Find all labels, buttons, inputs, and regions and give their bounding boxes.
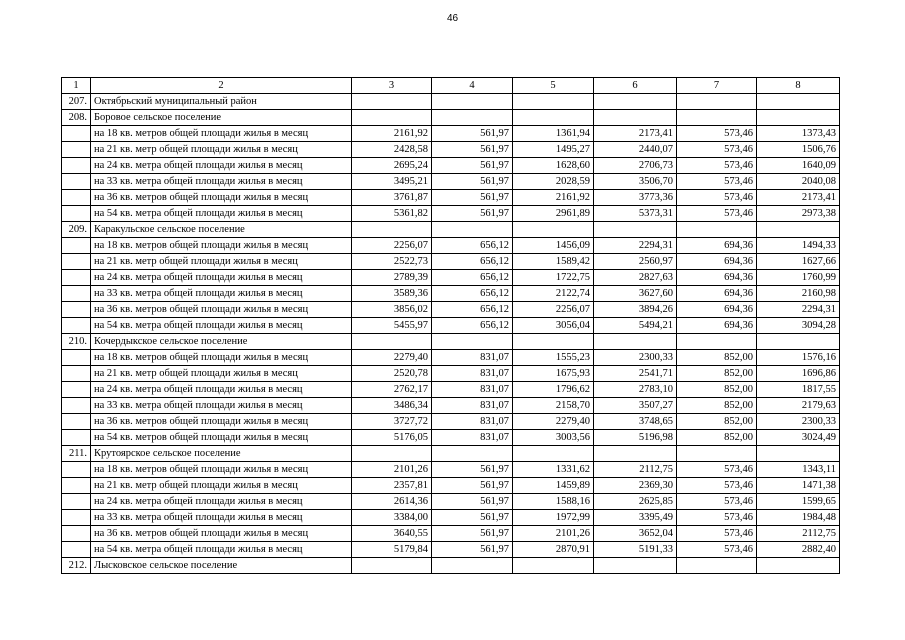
value-col-8: 3024,49 <box>757 430 840 446</box>
table-row <box>62 382 840 398</box>
value-col-8: 2040,08 <box>757 174 840 190</box>
value-col-5: 2158,70 <box>513 398 594 414</box>
empty-cell <box>513 222 594 238</box>
value-col-8: 2882,40 <box>757 542 840 558</box>
table-row <box>62 350 840 366</box>
value-col-5: 1972,99 <box>513 510 594 526</box>
value-col-4: 561,97 <box>432 526 513 542</box>
empty-number-cell <box>62 302 91 318</box>
value-col-4: 561,97 <box>432 510 513 526</box>
empty-cell <box>352 558 432 574</box>
value-col-6: 2173,41 <box>594 126 677 142</box>
empty-cell <box>352 334 432 350</box>
value-col-4: 561,97 <box>432 126 513 142</box>
empty-cell <box>677 558 757 574</box>
empty-number-cell <box>62 414 91 430</box>
row-label: на 33 кв. метра общей площади жилья в месяц <box>91 510 352 526</box>
value-col-5: 2279,40 <box>513 414 594 430</box>
column-number-5: 5 <box>513 78 594 94</box>
value-col-4: 831,07 <box>432 350 513 366</box>
value-col-8: 1599,65 <box>757 494 840 510</box>
section-name: Кочердыкское сельское поселение <box>91 334 352 350</box>
table-row <box>62 398 840 414</box>
value-col-4: 656,12 <box>432 254 513 270</box>
empty-number-cell <box>62 382 91 398</box>
value-col-7: 573,46 <box>677 542 757 558</box>
value-col-3: 3727,72 <box>352 414 432 430</box>
value-col-8: 2160,98 <box>757 286 840 302</box>
value-col-6: 3773,36 <box>594 190 677 206</box>
value-col-4: 656,12 <box>432 318 513 334</box>
value-col-5: 1675,93 <box>513 366 594 382</box>
value-col-3: 5179,84 <box>352 542 432 558</box>
row-label: на 36 кв. метров общей площади жилья в месяц <box>91 526 352 542</box>
value-col-7: 694,36 <box>677 270 757 286</box>
value-col-8: 1576,16 <box>757 350 840 366</box>
section-row <box>62 110 840 126</box>
value-col-4: 831,07 <box>432 398 513 414</box>
value-col-3: 2762,17 <box>352 382 432 398</box>
value-col-6: 5373,31 <box>594 206 677 222</box>
column-number-7: 7 <box>677 78 757 94</box>
row-label: на 24 кв. метра общей площади жилья в месяц <box>91 158 352 174</box>
value-col-3: 5455,97 <box>352 318 432 334</box>
empty-number-cell <box>62 142 91 158</box>
row-label: на 54 кв. метра общей площади жилья в месяц <box>91 318 352 334</box>
value-col-3: 2101,26 <box>352 462 432 478</box>
empty-cell <box>513 94 594 110</box>
value-col-5: 3003,56 <box>513 430 594 446</box>
value-col-8: 1343,11 <box>757 462 840 478</box>
value-col-3: 2614,36 <box>352 494 432 510</box>
value-col-5: 1588,16 <box>513 494 594 510</box>
value-col-4: 656,12 <box>432 286 513 302</box>
value-col-5: 1495,27 <box>513 142 594 158</box>
empty-cell <box>432 334 513 350</box>
empty-cell <box>757 334 840 350</box>
value-col-7: 573,46 <box>677 142 757 158</box>
empty-cell <box>513 334 594 350</box>
value-col-3: 5176,05 <box>352 430 432 446</box>
row-label: на 21 кв. метр общей площади жилья в месяц <box>91 366 352 382</box>
row-label: на 33 кв. метра общей площади жилья в месяц <box>91 286 352 302</box>
value-col-7: 573,46 <box>677 174 757 190</box>
empty-number-cell <box>62 286 91 302</box>
value-col-8: 1984,48 <box>757 510 840 526</box>
empty-cell <box>513 446 594 462</box>
value-col-8: 2294,31 <box>757 302 840 318</box>
value-col-5: 1459,89 <box>513 478 594 494</box>
empty-cell <box>677 110 757 126</box>
empty-cell <box>594 558 677 574</box>
value-col-8: 1506,76 <box>757 142 840 158</box>
value-col-6: 3652,04 <box>594 526 677 542</box>
value-col-7: 573,46 <box>677 494 757 510</box>
empty-cell <box>432 446 513 462</box>
section-name: Крутоярское сельское поселение <box>91 446 352 462</box>
empty-cell <box>352 222 432 238</box>
value-col-3: 2428,58 <box>352 142 432 158</box>
value-col-7: 573,46 <box>677 126 757 142</box>
value-col-7: 573,46 <box>677 478 757 494</box>
section-number: 208. <box>62 110 91 126</box>
empty-number-cell <box>62 366 91 382</box>
table-row <box>62 190 840 206</box>
empty-cell <box>432 94 513 110</box>
value-col-7: 852,00 <box>677 430 757 446</box>
value-col-8: 2300,33 <box>757 414 840 430</box>
value-col-4: 561,97 <box>432 206 513 222</box>
value-col-4: 561,97 <box>432 158 513 174</box>
value-col-6: 5191,33 <box>594 542 677 558</box>
empty-cell <box>432 558 513 574</box>
value-col-6: 3506,70 <box>594 174 677 190</box>
value-col-4: 831,07 <box>432 366 513 382</box>
value-col-3: 2695,24 <box>352 158 432 174</box>
value-col-6: 3894,26 <box>594 302 677 318</box>
empty-number-cell <box>62 430 91 446</box>
value-col-4: 561,97 <box>432 494 513 510</box>
section-row <box>62 334 840 350</box>
value-col-7: 852,00 <box>677 382 757 398</box>
value-col-5: 2161,92 <box>513 190 594 206</box>
empty-number-cell <box>62 206 91 222</box>
empty-cell <box>352 94 432 110</box>
value-col-4: 561,97 <box>432 190 513 206</box>
empty-cell <box>677 222 757 238</box>
value-col-5: 1456,09 <box>513 238 594 254</box>
value-col-3: 3761,87 <box>352 190 432 206</box>
value-col-5: 2101,26 <box>513 526 594 542</box>
empty-cell <box>432 110 513 126</box>
value-col-7: 694,36 <box>677 318 757 334</box>
value-col-5: 1628,60 <box>513 158 594 174</box>
row-label: на 24 кв. метра общей площади жилья в месяц <box>91 494 352 510</box>
value-col-6: 2440,07 <box>594 142 677 158</box>
value-col-6: 2706,73 <box>594 158 677 174</box>
empty-number-cell <box>62 318 91 334</box>
value-col-3: 2789,39 <box>352 270 432 286</box>
empty-number-cell <box>62 190 91 206</box>
value-col-7: 852,00 <box>677 398 757 414</box>
value-col-6: 5494,21 <box>594 318 677 334</box>
value-col-6: 5196,98 <box>594 430 677 446</box>
section-name: Лысковское сельское поселение <box>91 558 352 574</box>
value-col-3: 3486,34 <box>352 398 432 414</box>
value-col-8: 2973,38 <box>757 206 840 222</box>
value-col-4: 831,07 <box>432 382 513 398</box>
empty-cell <box>594 334 677 350</box>
empty-number-cell <box>62 478 91 494</box>
empty-cell <box>513 558 594 574</box>
section-name: Октябрьский муниципальный район <box>91 94 352 110</box>
value-col-4: 561,97 <box>432 174 513 190</box>
section-number: 211. <box>62 446 91 462</box>
value-col-3: 3589,36 <box>352 286 432 302</box>
empty-cell <box>594 222 677 238</box>
empty-cell <box>757 558 840 574</box>
value-col-3: 5361,82 <box>352 206 432 222</box>
empty-number-cell <box>62 462 91 478</box>
value-col-8: 3094,28 <box>757 318 840 334</box>
value-col-6: 3395,49 <box>594 510 677 526</box>
table-body <box>62 78 840 574</box>
column-number-2: 2 <box>91 78 352 94</box>
value-col-5: 2122,74 <box>513 286 594 302</box>
section-number: 207. <box>62 94 91 110</box>
empty-number-cell <box>62 126 91 142</box>
table-row <box>62 270 840 286</box>
value-col-5: 3056,04 <box>513 318 594 334</box>
section-row <box>62 446 840 462</box>
row-label: на 18 кв. метров общей площади жилья в месяц <box>91 350 352 366</box>
value-col-7: 573,46 <box>677 510 757 526</box>
section-row <box>62 94 840 110</box>
value-col-4: 656,12 <box>432 270 513 286</box>
table-row <box>62 126 840 142</box>
value-col-7: 573,46 <box>677 190 757 206</box>
empty-number-cell <box>62 542 91 558</box>
empty-cell <box>757 446 840 462</box>
value-col-8: 1627,66 <box>757 254 840 270</box>
value-col-8: 1760,99 <box>757 270 840 286</box>
value-col-7: 694,36 <box>677 302 757 318</box>
row-label: на 54 кв. метра общей площади жилья в месяц <box>91 206 352 222</box>
value-col-6: 2783,10 <box>594 382 677 398</box>
value-col-4: 656,12 <box>432 302 513 318</box>
row-label: на 54 кв. метра общей площади жилья в месяц <box>91 542 352 558</box>
table-row <box>62 286 840 302</box>
value-col-3: 2520,78 <box>352 366 432 382</box>
value-col-3: 3856,02 <box>352 302 432 318</box>
empty-cell <box>352 110 432 126</box>
value-col-3: 2522,73 <box>352 254 432 270</box>
section-name: Каракульское сельское поселение <box>91 222 352 238</box>
table-row <box>62 478 840 494</box>
value-col-5: 1589,42 <box>513 254 594 270</box>
empty-cell <box>432 222 513 238</box>
empty-cell <box>594 94 677 110</box>
value-col-4: 561,97 <box>432 142 513 158</box>
empty-number-cell <box>62 174 91 190</box>
row-label: на 21 кв. метр общей площади жилья в месяц <box>91 142 352 158</box>
value-col-4: 561,97 <box>432 462 513 478</box>
value-col-5: 1722,75 <box>513 270 594 286</box>
row-label: на 36 кв. метров общей площади жилья в месяц <box>91 190 352 206</box>
row-label: на 33 кв. метра общей площади жилья в месяц <box>91 174 352 190</box>
value-col-3: 3384,00 <box>352 510 432 526</box>
empty-cell <box>677 94 757 110</box>
value-col-8: 1471,38 <box>757 478 840 494</box>
value-col-6: 3507,27 <box>594 398 677 414</box>
value-col-8: 1494,33 <box>757 238 840 254</box>
column-number-4: 4 <box>432 78 513 94</box>
value-col-6: 2369,30 <box>594 478 677 494</box>
table-row <box>62 494 840 510</box>
value-col-6: 2112,75 <box>594 462 677 478</box>
row-label: на 36 кв. метров общей площади жилья в месяц <box>91 302 352 318</box>
value-col-5: 2028,59 <box>513 174 594 190</box>
value-col-8: 1817,55 <box>757 382 840 398</box>
table-row <box>62 318 840 334</box>
column-number-row <box>62 78 840 94</box>
empty-number-cell <box>62 238 91 254</box>
column-number-1: 1 <box>62 78 91 94</box>
value-col-6: 2541,71 <box>594 366 677 382</box>
table-row <box>62 142 840 158</box>
value-col-4: 831,07 <box>432 430 513 446</box>
empty-number-cell <box>62 510 91 526</box>
page-number: 46 <box>446 13 459 24</box>
section-row <box>62 222 840 238</box>
section-number: 209. <box>62 222 91 238</box>
table-row <box>62 462 840 478</box>
value-col-4: 831,07 <box>432 414 513 430</box>
column-number-3: 3 <box>352 78 432 94</box>
value-col-5: 2870,91 <box>513 542 594 558</box>
empty-cell <box>594 110 677 126</box>
value-col-7: 694,36 <box>677 254 757 270</box>
value-col-6: 3627,60 <box>594 286 677 302</box>
value-col-3: 2256,07 <box>352 238 432 254</box>
value-col-3: 2357,81 <box>352 478 432 494</box>
value-col-5: 2256,07 <box>513 302 594 318</box>
value-col-5: 1796,62 <box>513 382 594 398</box>
row-label: на 24 кв. метра общей площади жилья в месяц <box>91 382 352 398</box>
empty-cell <box>757 94 840 110</box>
table-row <box>62 542 840 558</box>
value-col-4: 561,97 <box>432 542 513 558</box>
empty-number-cell <box>62 398 91 414</box>
row-label: на 18 кв. метров общей площади жилья в месяц <box>91 238 352 254</box>
value-col-3: 2161,92 <box>352 126 432 142</box>
value-col-7: 694,36 <box>677 286 757 302</box>
value-col-3: 3495,21 <box>352 174 432 190</box>
empty-cell <box>594 446 677 462</box>
table-row <box>62 206 840 222</box>
table-row <box>62 510 840 526</box>
row-label: на 36 кв. метров общей площади жилья в месяц <box>91 414 352 430</box>
tariff-table <box>61 77 840 574</box>
table-row <box>62 174 840 190</box>
value-col-7: 852,00 <box>677 366 757 382</box>
empty-cell <box>513 110 594 126</box>
empty-cell <box>677 334 757 350</box>
value-col-7: 573,46 <box>677 206 757 222</box>
value-col-8: 1373,43 <box>757 126 840 142</box>
empty-cell <box>757 110 840 126</box>
value-col-6: 2625,85 <box>594 494 677 510</box>
section-number: 212. <box>62 558 91 574</box>
row-label: на 54 кв. метров общей площади жилья в месяц <box>91 430 352 446</box>
empty-cell <box>677 446 757 462</box>
column-number-6: 6 <box>594 78 677 94</box>
table-row <box>62 430 840 446</box>
value-col-7: 573,46 <box>677 158 757 174</box>
empty-cell <box>352 446 432 462</box>
value-col-3: 2279,40 <box>352 350 432 366</box>
value-col-6: 3748,65 <box>594 414 677 430</box>
value-col-8: 1696,86 <box>757 366 840 382</box>
empty-number-cell <box>62 494 91 510</box>
value-col-7: 694,36 <box>677 238 757 254</box>
empty-number-cell <box>62 350 91 366</box>
section-name: Боровое сельское поселение <box>91 110 352 126</box>
value-col-6: 2560,97 <box>594 254 677 270</box>
empty-number-cell <box>62 270 91 286</box>
column-number-8: 8 <box>757 78 840 94</box>
value-col-7: 852,00 <box>677 414 757 430</box>
value-col-7: 852,00 <box>677 350 757 366</box>
value-col-6: 2827,63 <box>594 270 677 286</box>
empty-number-cell <box>62 254 91 270</box>
value-col-5: 1361,94 <box>513 126 594 142</box>
value-col-8: 1640,09 <box>757 158 840 174</box>
value-col-7: 573,46 <box>677 462 757 478</box>
section-number: 210. <box>62 334 91 350</box>
value-col-4: 561,97 <box>432 478 513 494</box>
section-row <box>62 558 840 574</box>
value-col-6: 2300,33 <box>594 350 677 366</box>
table-row <box>62 158 840 174</box>
value-col-8: 2173,41 <box>757 190 840 206</box>
value-col-8: 2112,75 <box>757 526 840 542</box>
row-label: на 18 кв. метров общей площади жилья в месяц <box>91 462 352 478</box>
empty-number-cell <box>62 158 91 174</box>
table-row <box>62 366 840 382</box>
row-label: на 18 кв. метров общей площади жилья в месяц <box>91 126 352 142</box>
empty-cell <box>757 222 840 238</box>
value-col-4: 656,12 <box>432 238 513 254</box>
table-row <box>62 414 840 430</box>
empty-number-cell <box>62 526 91 542</box>
value-col-5: 1331,62 <box>513 462 594 478</box>
value-col-3: 3640,55 <box>352 526 432 542</box>
row-label: на 24 кв. метра общей площади жилья в месяц <box>91 270 352 286</box>
table-row <box>62 526 840 542</box>
table-row <box>62 254 840 270</box>
value-col-8: 2179,63 <box>757 398 840 414</box>
row-label: на 21 кв. метр общей площади жилья в месяц <box>91 254 352 270</box>
value-col-5: 1555,23 <box>513 350 594 366</box>
table-row <box>62 238 840 254</box>
value-col-7: 573,46 <box>677 526 757 542</box>
value-col-5: 2961,89 <box>513 206 594 222</box>
table-row <box>62 302 840 318</box>
value-col-6: 2294,31 <box>594 238 677 254</box>
row-label: на 33 кв. метра общей площади жилья в месяц <box>91 398 352 414</box>
row-label: на 21 кв. метр общей площади жилья в месяц <box>91 478 352 494</box>
